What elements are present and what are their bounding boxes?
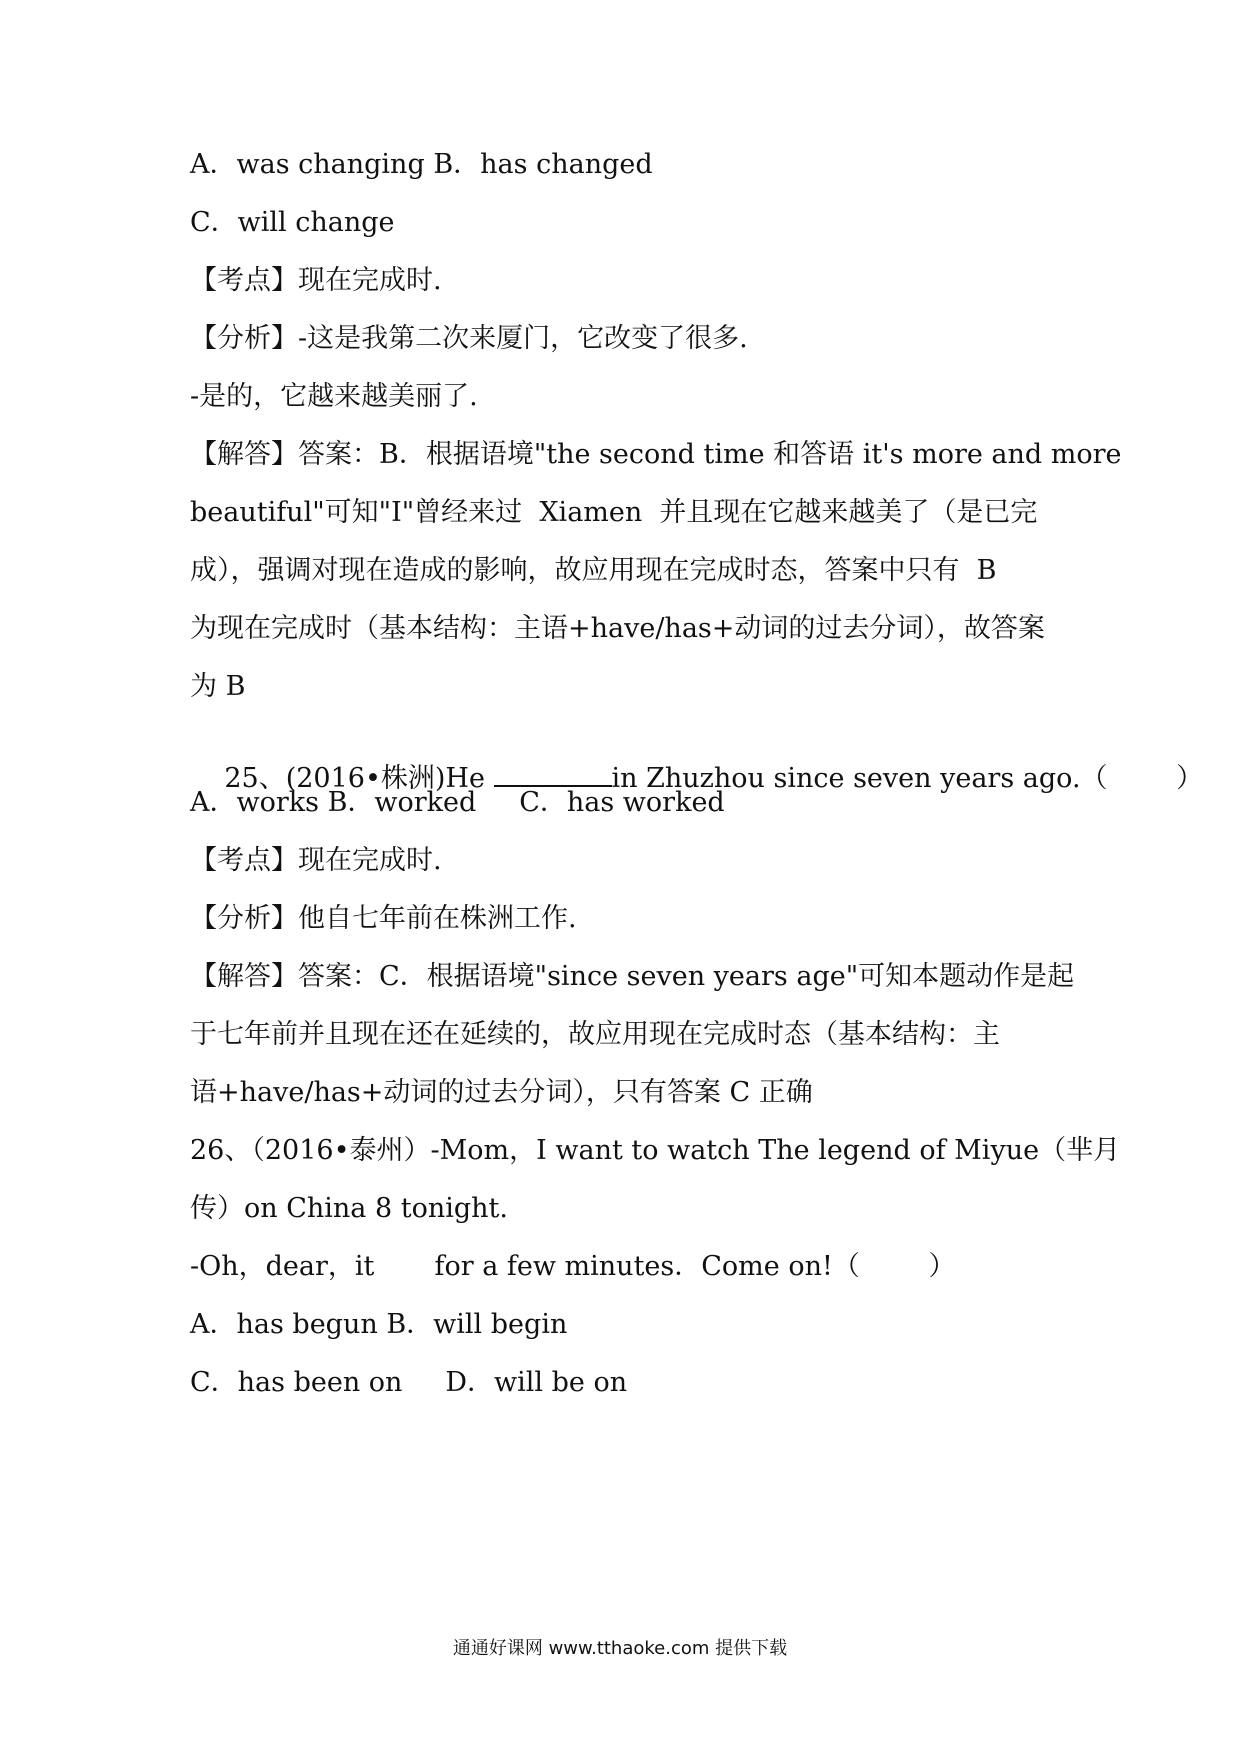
q24-jieda-1: 【解答】答案：B．根据语境"the second time 和答语 it's more and more (190, 439, 1122, 470)
q24-fenxi-2: -是的，它越来越美丽了. (190, 381, 478, 412)
q24-fenxi-1: 【分析】-这是我第二次来厦门，它改变了很多. (190, 323, 748, 354)
q25-options: A．works B．worked C．has worked (190, 787, 725, 818)
page-footer: 通通好课网 www.tthaoke.com 提供下载 (452, 1638, 788, 1659)
q25-jieda-2: 于七年前并且现在还在延续的，故应用现在完成时态（基本结构：主 (190, 1019, 1000, 1050)
q24-options-ab: A．was changing B．has changed (190, 149, 653, 180)
answer-blank (494, 763, 612, 787)
q24-option-c: C．will change (190, 207, 395, 238)
q25-jieda-3: 语+have/has+动词的过去分词），只有答案 C 正确 (190, 1077, 813, 1108)
q25-stem-before: 25、(2016•株洲)He (224, 763, 494, 794)
q25-kaodian: 【考点】现在完成时. (190, 845, 442, 876)
q26-stem-3: -Oh，dear，it for a few minutes．Come on!（ ） (190, 1251, 956, 1282)
q26-options-cd: C．has been on D．will be on (190, 1367, 628, 1398)
q24-kaodian: 【考点】现在完成时. (190, 265, 442, 296)
q26-options-ab: A．has begun B．will begin (190, 1309, 568, 1340)
q26-stem-1: 26、（2016•泰州）-Mom，I want to watch The legend of Miyue（芈月 (190, 1135, 1121, 1166)
q24-jieda-3: 成），强调对现在造成的影响，故应用现在完成时态，答案中只有 B (190, 555, 997, 586)
q24-jieda-4: 为现在完成时（基本结构：主语+have/has+动词的过去分词），故答案 (190, 613, 1045, 644)
q24-jieda-5: 为 B (190, 671, 246, 702)
q24-jieda-2: beautiful"可知"I"曾经来过 Xiamen 并且现在它越来越美了（是已完 (190, 497, 1038, 528)
q25-stem-after: in Zhuzhou since seven years ago.（ ） (611, 763, 1204, 794)
q25-fenxi: 【分析】他自七年前在株洲工作. (190, 903, 577, 934)
q26-stem-2: 传）on China 8 tonight. (190, 1193, 508, 1224)
q25-jieda-1: 【解答】答案：C．根据语境"since seven years age"可知本题动作是起 (190, 961, 1075, 992)
